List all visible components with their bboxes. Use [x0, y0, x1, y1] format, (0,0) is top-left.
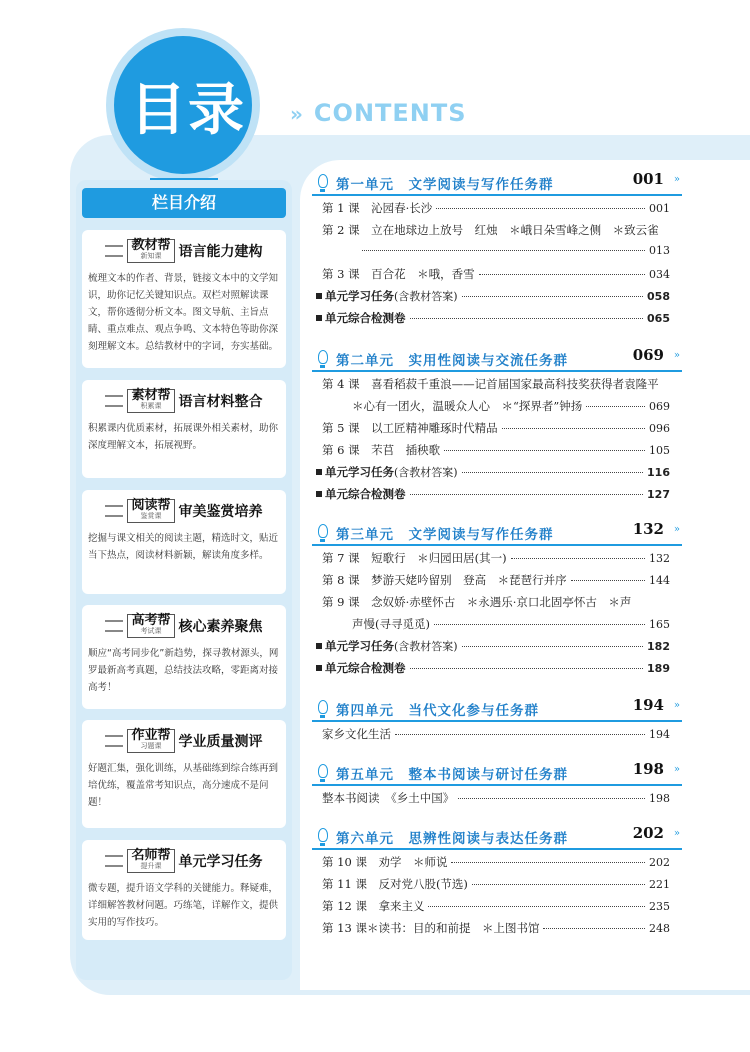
- toc-entry[interactable]: [322, 898, 670, 916]
- dot-leader: [451, 862, 645, 863]
- sub-entry-note: (含教材答案): [394, 640, 458, 653]
- dot-leader: [462, 472, 643, 473]
- square-icon: [316, 491, 322, 497]
- toc-entry-label: 第 7 课 短歌行 ＊归园田居(其一): [322, 551, 507, 565]
- unit-page: 198: [632, 760, 664, 778]
- toc-sub-entry[interactable]: [322, 288, 670, 306]
- card-description: 好题汇集，强化训练，从基础练到综合练再到培优练，覆盖常考知识点，高分速成不是问题！: [88, 763, 279, 808]
- card-tag-label: 素材帮: [131, 388, 171, 403]
- toc-entry-label: 第 11 课 反对党八股(节选): [322, 877, 468, 891]
- toc-sub-entry[interactable]: [322, 660, 670, 678]
- card-tag-sub: 积累课: [140, 402, 162, 410]
- card-title: [88, 388, 280, 414]
- dot-leader: [428, 906, 645, 907]
- arrow-icon: »: [673, 700, 680, 711]
- toc-entry-page: 202: [649, 856, 670, 869]
- toc-entry[interactable]: [322, 398, 670, 416]
- toc-sub-entry[interactable]: [322, 638, 670, 656]
- unit-name: 第一单元 文学阅读与写作任务群: [336, 177, 554, 193]
- unit-name: 第六单元 思辨性阅读与表达任务群: [336, 831, 568, 847]
- sidebar-heading: 栏目介绍: [82, 188, 286, 218]
- card-tag-label: 高考帮: [131, 613, 171, 628]
- toc-entry-page: 069: [649, 400, 670, 413]
- toc-entry-page: 001: [649, 202, 670, 215]
- arrow-icon: »: [673, 764, 680, 775]
- toc-entry-label: 第 3 课 百合花 ＊哦，香雪: [322, 267, 475, 281]
- card-tag-label: 教材帮: [131, 238, 171, 253]
- bulb-icon: [318, 764, 328, 778]
- toc-entry-page: 165: [649, 618, 670, 631]
- unit-page: 001: [632, 170, 664, 188]
- toc-entry-label: ＊心有一团火，温暖众人心 ＊“探界者”钟扬: [352, 399, 583, 413]
- sub-entry-note: (含教材答案): [394, 466, 458, 479]
- toc-entry-page: 132: [649, 552, 670, 565]
- toc-entry[interactable]: [322, 572, 670, 590]
- unit-header[interactable]: [312, 172, 682, 196]
- unit-name: 第四单元 当代文化参与任务群: [336, 703, 539, 719]
- dot-leader: [462, 296, 643, 297]
- toc-entry-page: 116: [647, 466, 670, 479]
- stripe-icon: [105, 245, 123, 257]
- unit-header[interactable]: [312, 698, 682, 722]
- toc-entry[interactable]: [322, 266, 670, 284]
- toc-entry-page: 105: [649, 444, 670, 457]
- toc-sub-entry[interactable]: [322, 310, 670, 328]
- toc-entry-label: 第 1 课 沁园春·长沙: [322, 201, 433, 215]
- unit-name: 第三单元 文学阅读与写作任务群: [336, 527, 554, 543]
- bulb-icon: [318, 524, 328, 538]
- toc-entry-page: 013: [649, 244, 670, 257]
- toc-entry-label: 第 6 课 芣苢 插秧歌: [322, 443, 441, 457]
- unit-header[interactable]: [312, 762, 682, 786]
- toc-sub-entry[interactable]: [322, 486, 670, 504]
- arrow-icon: »: [673, 828, 680, 839]
- toc-entry-label: 第 10 课 劝学 ＊师说: [322, 855, 448, 869]
- sub-entry-label: 单元学习任务: [325, 289, 394, 303]
- toc-entry-label: 整本书阅读 《乡土中国》: [322, 791, 455, 805]
- sub-entry-label: 单元综合检测卷: [325, 311, 406, 325]
- card-description: 微专题，提升语文学科的关键能力。释疑难，详细解答教材问题。巧练笔，详解作文，提供实用的写作技巧。: [88, 883, 279, 928]
- toc-entry[interactable]: [322, 726, 670, 744]
- toc-entry-page: 198: [649, 792, 670, 805]
- intro-card: [82, 720, 286, 828]
- card-tag: [127, 849, 174, 873]
- card-title: [88, 848, 280, 874]
- dot-leader: [410, 668, 644, 669]
- toc-entry-label: 第 4 课 喜看稻菽千重浪——记首届国家最高科技奖获得者袁隆平: [322, 377, 659, 391]
- card-name: 学业质量测评: [178, 734, 263, 750]
- unit-page: 069: [632, 346, 664, 364]
- dot-leader: [472, 884, 645, 885]
- unit-header[interactable]: [312, 522, 682, 546]
- contents-label: CONTENTS: [313, 99, 467, 127]
- unit-header[interactable]: [312, 826, 682, 850]
- toc-entry[interactable]: [322, 244, 670, 262]
- toc-entry-page: 235: [649, 900, 670, 913]
- stripe-icon: [105, 395, 123, 407]
- dot-leader: [502, 428, 645, 429]
- unit-page: 194: [632, 696, 664, 714]
- stripe-icon: [105, 505, 123, 517]
- dot-leader: [362, 250, 645, 251]
- dot-leader: [462, 646, 643, 647]
- bulb-icon: [318, 828, 328, 842]
- toc-entry-label: 家乡文化生活: [322, 727, 391, 741]
- unit-page: 202: [632, 824, 664, 842]
- toc-entry[interactable]: [322, 442, 670, 460]
- toc-entry-page: 058: [647, 290, 670, 303]
- toc-entry[interactable]: [322, 550, 670, 568]
- toc-entry-label: 第 9 课 念奴娇·赤壁怀古 ＊永遇乐·京口北固亭怀古 ＊声: [322, 595, 632, 609]
- contents-heading: [290, 99, 467, 127]
- toc-entry-page: 144: [649, 574, 670, 587]
- intro-card: [82, 380, 286, 478]
- dot-leader: [410, 494, 644, 495]
- dot-leader: [436, 208, 645, 209]
- toc-entry-label: 第 5 课 以工匠精神雕琢时代精品: [322, 421, 498, 435]
- card-description: 积累课内优质素材，拓展课外相关素材，助你深度理解文本，拓展视野。: [88, 423, 279, 451]
- sub-entry-label: 单元综合检测卷: [325, 487, 406, 501]
- intro-card: [82, 605, 286, 709]
- toc-entry-label: 第 8 课 梦游天姥吟留别 登高 ＊琵琶行并序: [322, 573, 567, 587]
- toc-entry[interactable]: [322, 200, 670, 218]
- dot-leader: [434, 624, 645, 625]
- dot-leader: [410, 318, 644, 319]
- square-icon: [316, 469, 322, 475]
- toc-entry-label: 第 13 课＊读书：目的和前提 ＊上图书馆: [322, 921, 540, 935]
- unit-name: 第二单元 实用性阅读与交流任务群: [336, 353, 568, 369]
- stripe-icon: [105, 735, 123, 747]
- dot-leader: [586, 406, 645, 407]
- dot-leader: [458, 798, 645, 799]
- card-name: 语言能力建构: [178, 244, 263, 260]
- toc-entry-page: 065: [647, 312, 670, 325]
- toc-entry[interactable]: [322, 420, 670, 438]
- dot-leader: [543, 928, 645, 929]
- arrow-icon: »: [290, 102, 304, 126]
- sub-entry-note: (含教材答案): [394, 290, 458, 303]
- toc-entry[interactable]: [322, 376, 670, 394]
- toc-entry[interactable]: [322, 920, 670, 938]
- card-description: 顺应“高考同步化”新趋势，探寻教材源头，网罗最新高考真题，总结技法攻略，零距离对接高考！: [88, 648, 279, 693]
- bulb-icon: [318, 174, 328, 188]
- intro-card: [82, 840, 286, 940]
- card-tag-sub: 新知课: [140, 252, 162, 260]
- arrow-icon: »: [673, 524, 680, 535]
- toc-entry-page: 127: [647, 488, 670, 501]
- square-icon: [316, 665, 322, 671]
- card-name: 审美鉴赏培养: [178, 504, 263, 520]
- card-tag-sub: 鉴赏课: [140, 512, 162, 520]
- card-name: 单元学习任务: [178, 854, 263, 870]
- toc-entry[interactable]: [322, 222, 670, 240]
- unit-header[interactable]: [312, 348, 682, 372]
- card-tag-sub: 考试课: [140, 627, 162, 635]
- sub-entry-label: 单元学习任务: [325, 639, 394, 653]
- card-tag-label: 作业帮: [131, 728, 171, 743]
- square-icon: [316, 643, 322, 649]
- stripe-icon: [105, 855, 123, 867]
- dot-leader: [395, 734, 645, 735]
- toc-entry-label: 声慢(寻寻觅觅): [352, 617, 430, 631]
- dot-leader: [444, 450, 645, 451]
- card-tag: [127, 239, 174, 263]
- toc-entry-label: 第 2 课 立在地球边上放号 红烛 ＊峨日朵雪峰之侧 ＊致云雀: [322, 223, 659, 237]
- toc-entry-page: 194: [649, 728, 670, 741]
- card-description: 梳理文本的作者、背景，链接文本中的文学知识，助你记忆关键知识点。双栏对照解读课文，帮你透彻分析文本。图文导航、主旨点睛、重点难点、观点争鸣、文本特色等助你深刻理解文本。总结教材中的字词，夯实基础。: [88, 273, 279, 352]
- intro-card: [82, 230, 286, 368]
- card-tag: [127, 499, 174, 523]
- card-tag: [127, 614, 174, 638]
- card-title: [88, 613, 280, 639]
- arrow-icon: »: [673, 174, 680, 185]
- toc-entry-page: 034: [649, 268, 670, 281]
- page-title: 目录: [130, 78, 246, 143]
- toc-entry[interactable]: [322, 854, 670, 872]
- card-title: [88, 238, 280, 264]
- square-icon: [316, 315, 322, 321]
- card-tag: [127, 389, 174, 413]
- card-tag-sub: 提升课: [140, 862, 162, 870]
- card-tag-label: 名师帮: [131, 848, 171, 863]
- dot-leader: [479, 274, 645, 275]
- card-name: 核心素养聚焦: [178, 619, 263, 635]
- sub-entry-label: 单元学习任务: [325, 465, 394, 479]
- toc-entry[interactable]: [322, 594, 670, 612]
- unit-name: 第五单元 整本书阅读与研讨任务群: [336, 767, 568, 783]
- toc-entry-page: 096: [649, 422, 670, 435]
- toc-entry-page: 182: [647, 640, 670, 653]
- card-tag: [127, 729, 174, 753]
- bulb-icon: [318, 700, 328, 714]
- toc-entry[interactable]: [322, 790, 670, 808]
- card-name: 语言材料整合: [178, 394, 263, 410]
- toc-entry-page: 189: [647, 662, 670, 675]
- dot-leader: [511, 558, 645, 559]
- card-description: 挖掘与课文相关的阅读主题，精选时文，贴近当下热点，阅读材料新颖，解读角度多样。: [88, 533, 279, 561]
- toc-entry[interactable]: [322, 876, 670, 894]
- sub-entry-label: 单元综合检测卷: [325, 661, 406, 675]
- intro-card: [82, 490, 286, 594]
- card-tag-label: 阅读帮: [131, 498, 171, 513]
- toc-sub-entry[interactable]: [322, 464, 670, 482]
- card-title: [88, 498, 280, 524]
- dot-leader: [571, 580, 645, 581]
- unit-page: 132: [632, 520, 664, 538]
- arrow-icon: »: [673, 350, 680, 361]
- square-icon: [316, 293, 322, 299]
- toc-entry-page: 248: [649, 922, 670, 935]
- card-tag-sub: 习题课: [140, 742, 162, 750]
- toc-entry-label: 第 12 课 拿来主义: [322, 899, 425, 913]
- bulb-icon: [318, 350, 328, 364]
- toc-entry-page: 221: [649, 878, 670, 891]
- toc-entry[interactable]: [322, 616, 670, 634]
- stripe-icon: [105, 620, 123, 632]
- card-title: [88, 728, 280, 754]
